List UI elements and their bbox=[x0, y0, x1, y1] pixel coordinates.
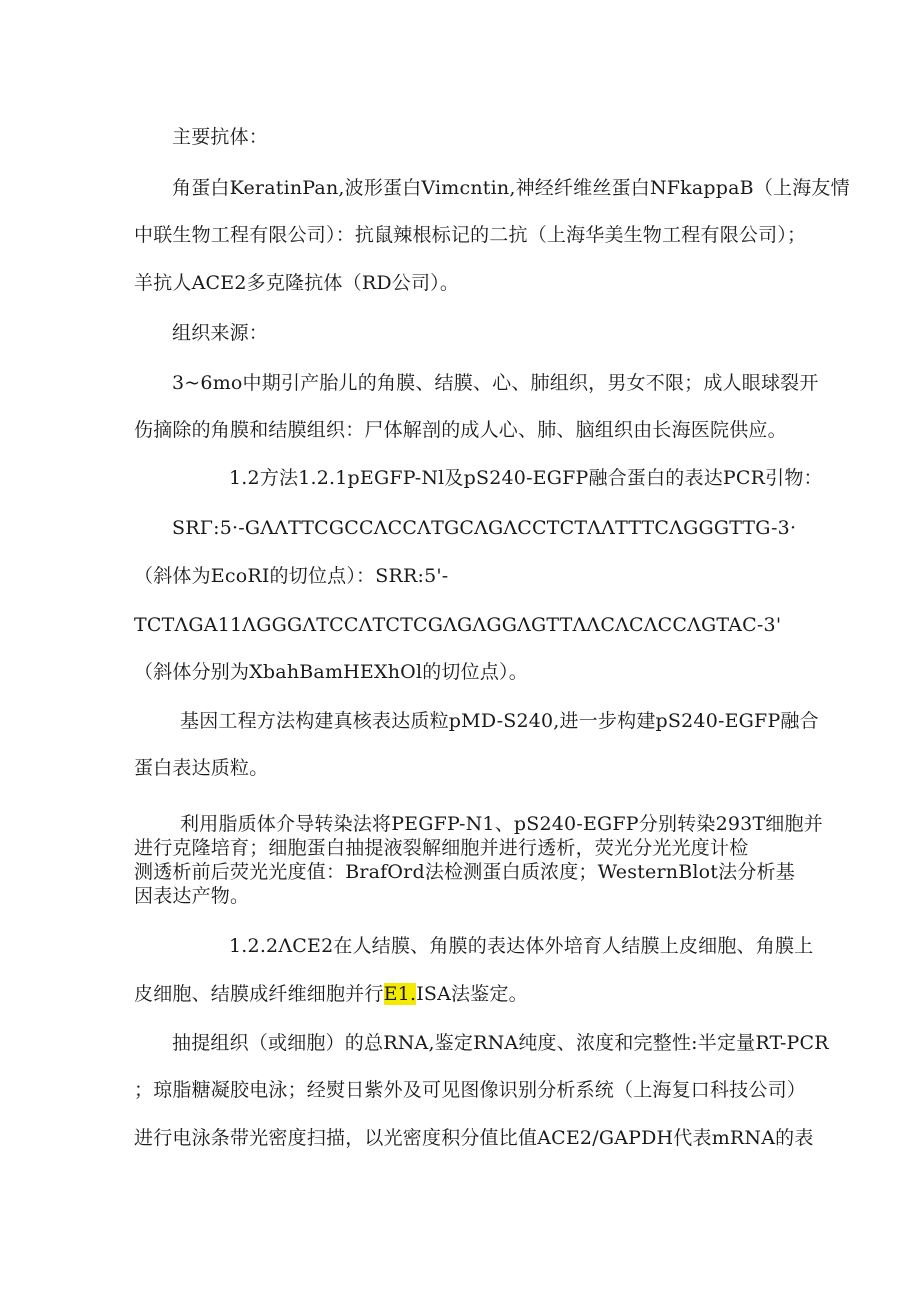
paragraph-line: 利用脂质体介导转染法将PEGFP-N1、pS240-EGFP分别转染293T细胞并 bbox=[180, 813, 823, 835]
paragraph-line: 角蛋白KeratinPan,波形蛋白Vimcntin,神经纤维丝蛋白NFkappaB（上海友情 bbox=[172, 177, 850, 199]
primer-line: （斜体为EcoRI的切位点）：SRR:5'- bbox=[134, 565, 449, 587]
paragraph-line: ；琼脂糖凝胶电泳；经熨日紫外及可见图像识别分析系统（上海复口科技公司） bbox=[134, 1079, 807, 1101]
section-heading-1-2-2: 1.2.2ΛCE2在人结膜、角膜的表达体外培育人结膜上皮细胞、角膜上 bbox=[229, 935, 814, 957]
paragraph-line: 抽提组织（或细胞）的总RNA,鉴定RNA纯度、浓度和完整性:半定量RT-PCR bbox=[172, 1032, 829, 1054]
paragraph-line: 伤摘除的角膜和结膜组织：尸体解剖的成人心、肺、脑组织由长海医院供应。 bbox=[134, 419, 787, 441]
primer-line: TCTΛGA11ΛGGGΛTCCΛTCTCGΛGΛGGΛGTTΛΛCΛCΛCCΛGTAC-3' bbox=[134, 614, 782, 636]
primer-line: （斜体分别为XbahBamHEXhOl的切位点）。 bbox=[134, 661, 528, 683]
heading-tissue-source: 组织来源： bbox=[172, 322, 269, 344]
paragraph-line: 进行电泳条带光密度扫描，以光密度积分值比值ACE2/GAPDH代表mRNA的表 bbox=[134, 1127, 814, 1149]
text-segment: 皮细胞、结膜成纤维细胞并行 bbox=[134, 983, 384, 1005]
paragraph-line: 羊抗人ACE2多克隆抗体（RD公司）。 bbox=[134, 272, 460, 294]
section-heading-1-2: 1.2方法1.2.1pEGFP-Nl及pS240-EGFP融合蛋白的表达PCR引物： bbox=[229, 467, 823, 489]
text-segment: ISA法鉴定。 bbox=[416, 983, 528, 1005]
paragraph-line: 中联生物工程有限公司）：抗鼠辣根标记的二抗（上海华美生物工程有限公司）； bbox=[134, 224, 807, 246]
paragraph-line bbox=[134, 982, 528, 1006]
primer-line: SRΓ:5·-GΛΛTTCGCCΛCCΛTGCΛGΛCCTCTΛΛTTTCΛGGGTTG-3· bbox=[172, 517, 797, 539]
paragraph-line: 因表达产物。 bbox=[134, 885, 250, 907]
heading-main-antibodies: 主要抗体： bbox=[172, 126, 269, 148]
highlighted-text: E1. bbox=[383, 983, 417, 1005]
paragraph-line: 进行克隆培育；细胞蛋白抽提液裂解细胞并进行透析，荧光分光光度计检 bbox=[134, 837, 749, 859]
paragraph-line: 蛋白表达质粒。 bbox=[134, 757, 269, 779]
paragraph-line: 测透析前后荧光光度值：BrafOrd法检测蛋白质浓度；WesternBlot法分析基 bbox=[134, 861, 795, 883]
paragraph-line: 3~6mo中期引产胎儿的角膜、结膜、心、肺组织，男女不限；成人眼球裂开 bbox=[172, 372, 819, 394]
paragraph-line: 基因工程方法构建真核表达质粒pMD-S240,进一步构建pS240-EGFP融合 bbox=[180, 710, 819, 732]
